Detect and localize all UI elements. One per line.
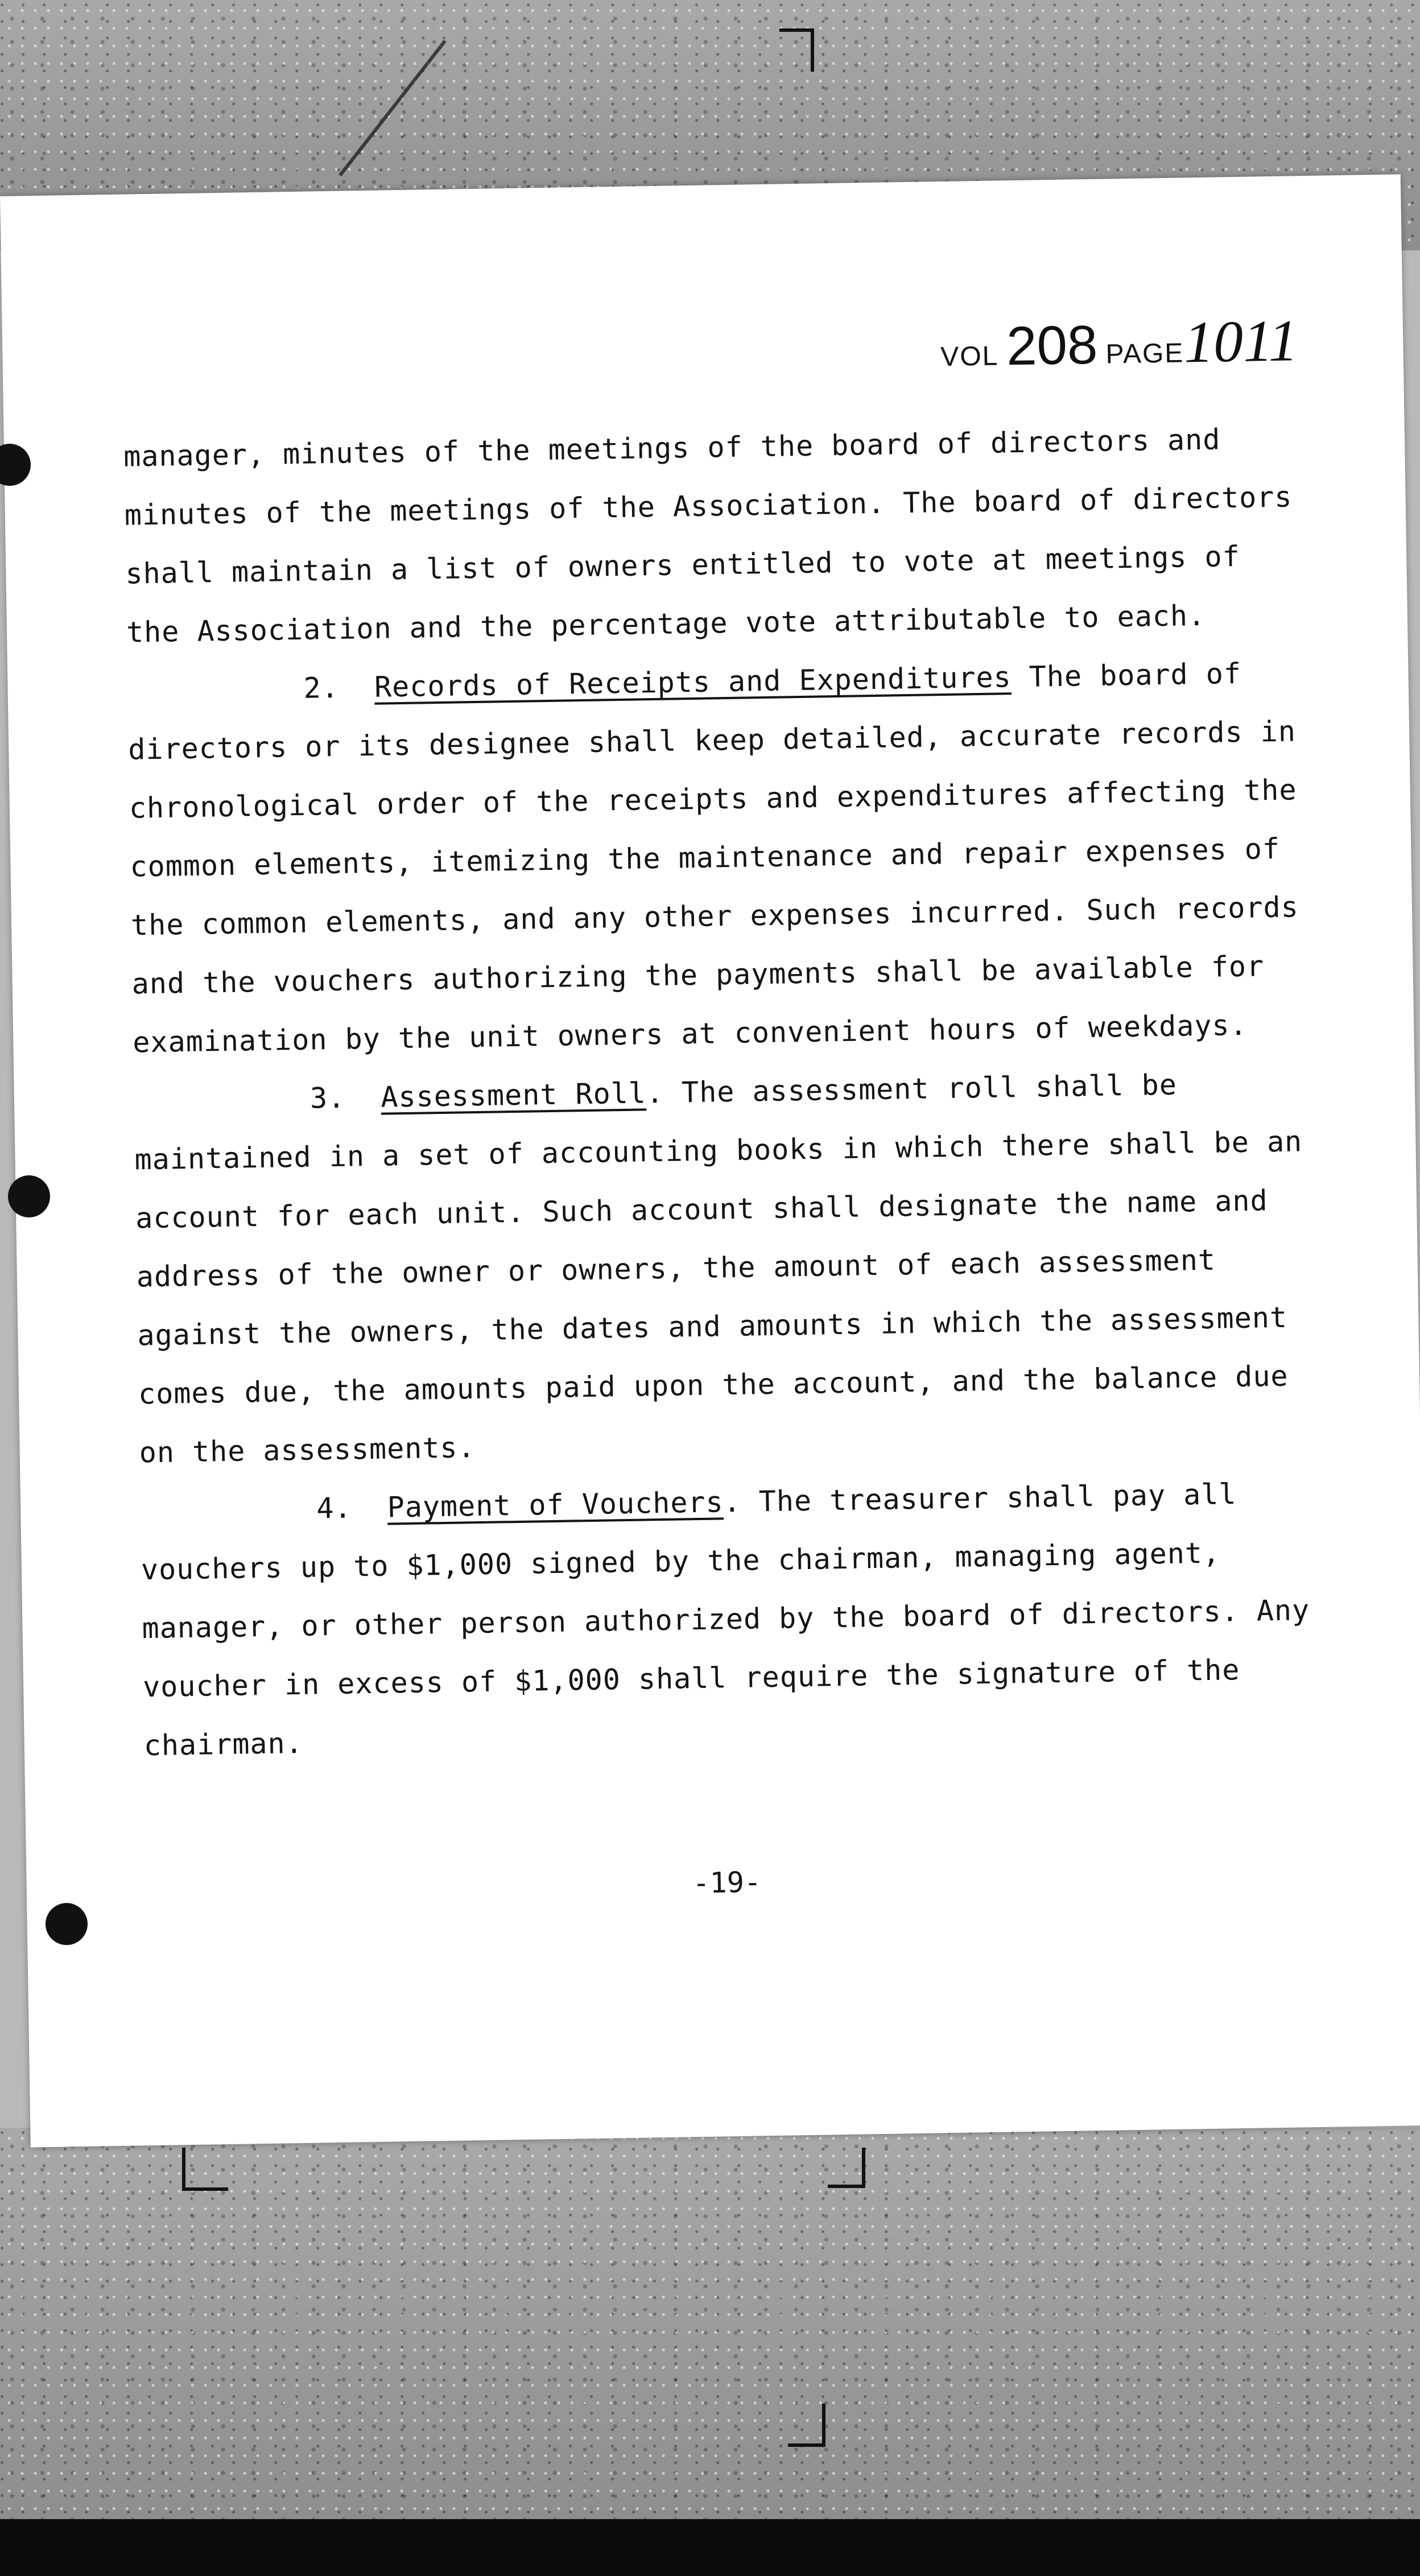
vol-label: VOL	[940, 341, 999, 373]
footer-page-number: -19-	[692, 1865, 762, 1900]
section-4-body: . The treasurer shall pay all vouchers up to $1,000 signed by the chairman, managing agent, manager, or other person authorized by the board of directors. Any voucher in excess of $1,000 shall require the signature of the chairman.	[141, 1477, 1328, 1762]
section-2-number: 2.	[303, 671, 340, 705]
body-text	[123, 409, 1327, 1775]
volume-page-stamp	[940, 307, 1298, 380]
crop-mark-lower	[788, 2404, 825, 2447]
scan-dark-strip	[0, 2519, 1420, 2576]
crop-mark-bottom-right	[828, 2148, 865, 2188]
section-2	[127, 643, 1316, 1072]
section-3-heading: Assessment Roll	[380, 1076, 647, 1114]
punch-hole-middle	[8, 1175, 50, 1217]
section-4-number: 4.	[316, 1491, 352, 1525]
section-4	[140, 1464, 1328, 1776]
crop-mark-bottom-left	[182, 2148, 228, 2191]
section-3	[133, 1054, 1323, 1483]
punch-hole-bottom	[46, 1903, 88, 1945]
section-3-body: . The assessment roll shall be maintained in a set of accounting books in which there shall be an account for each unit. Such account shall designate the name and address of the owner or owners, the amount of each assessment against the owners, the dates and amounts in which the assessment comes due, the amounts paid upon the account, and the balance due on the assessments.	[134, 1068, 1320, 1469]
section-2-heading: Records of Receipts and Expenditures	[374, 660, 1012, 704]
section-3-number: 3.	[309, 1081, 346, 1115]
document-page	[0, 174, 1420, 2147]
vol-number: 208	[1006, 314, 1099, 377]
page-number-stamp: 1011	[1183, 308, 1299, 375]
page-label: PAGE	[1105, 338, 1184, 370]
section-4-heading: Payment of Vouchers	[387, 1485, 724, 1524]
paragraph-continuation: manager, minutes of the meetings of the board of directors and minutes of the meetings of the Association. The board of directors shall maintain a list of owners entitled to vote at meetings of the Association and the percentage vote attributable to each.	[123, 422, 1310, 649]
crop-mark-top	[779, 28, 814, 72]
section-2-body: The board of directors or its designee shall keep detailed, accurate records in chronological order of the receipts and expenditures affecting the common elements, itemizing the maintenance and repair expenses of the common elements, and any other expenses incurred. Such records and the vouchers authorizing the payments shall be available for examination by the unit owners at convenient hours of weekdays.	[127, 657, 1317, 1059]
